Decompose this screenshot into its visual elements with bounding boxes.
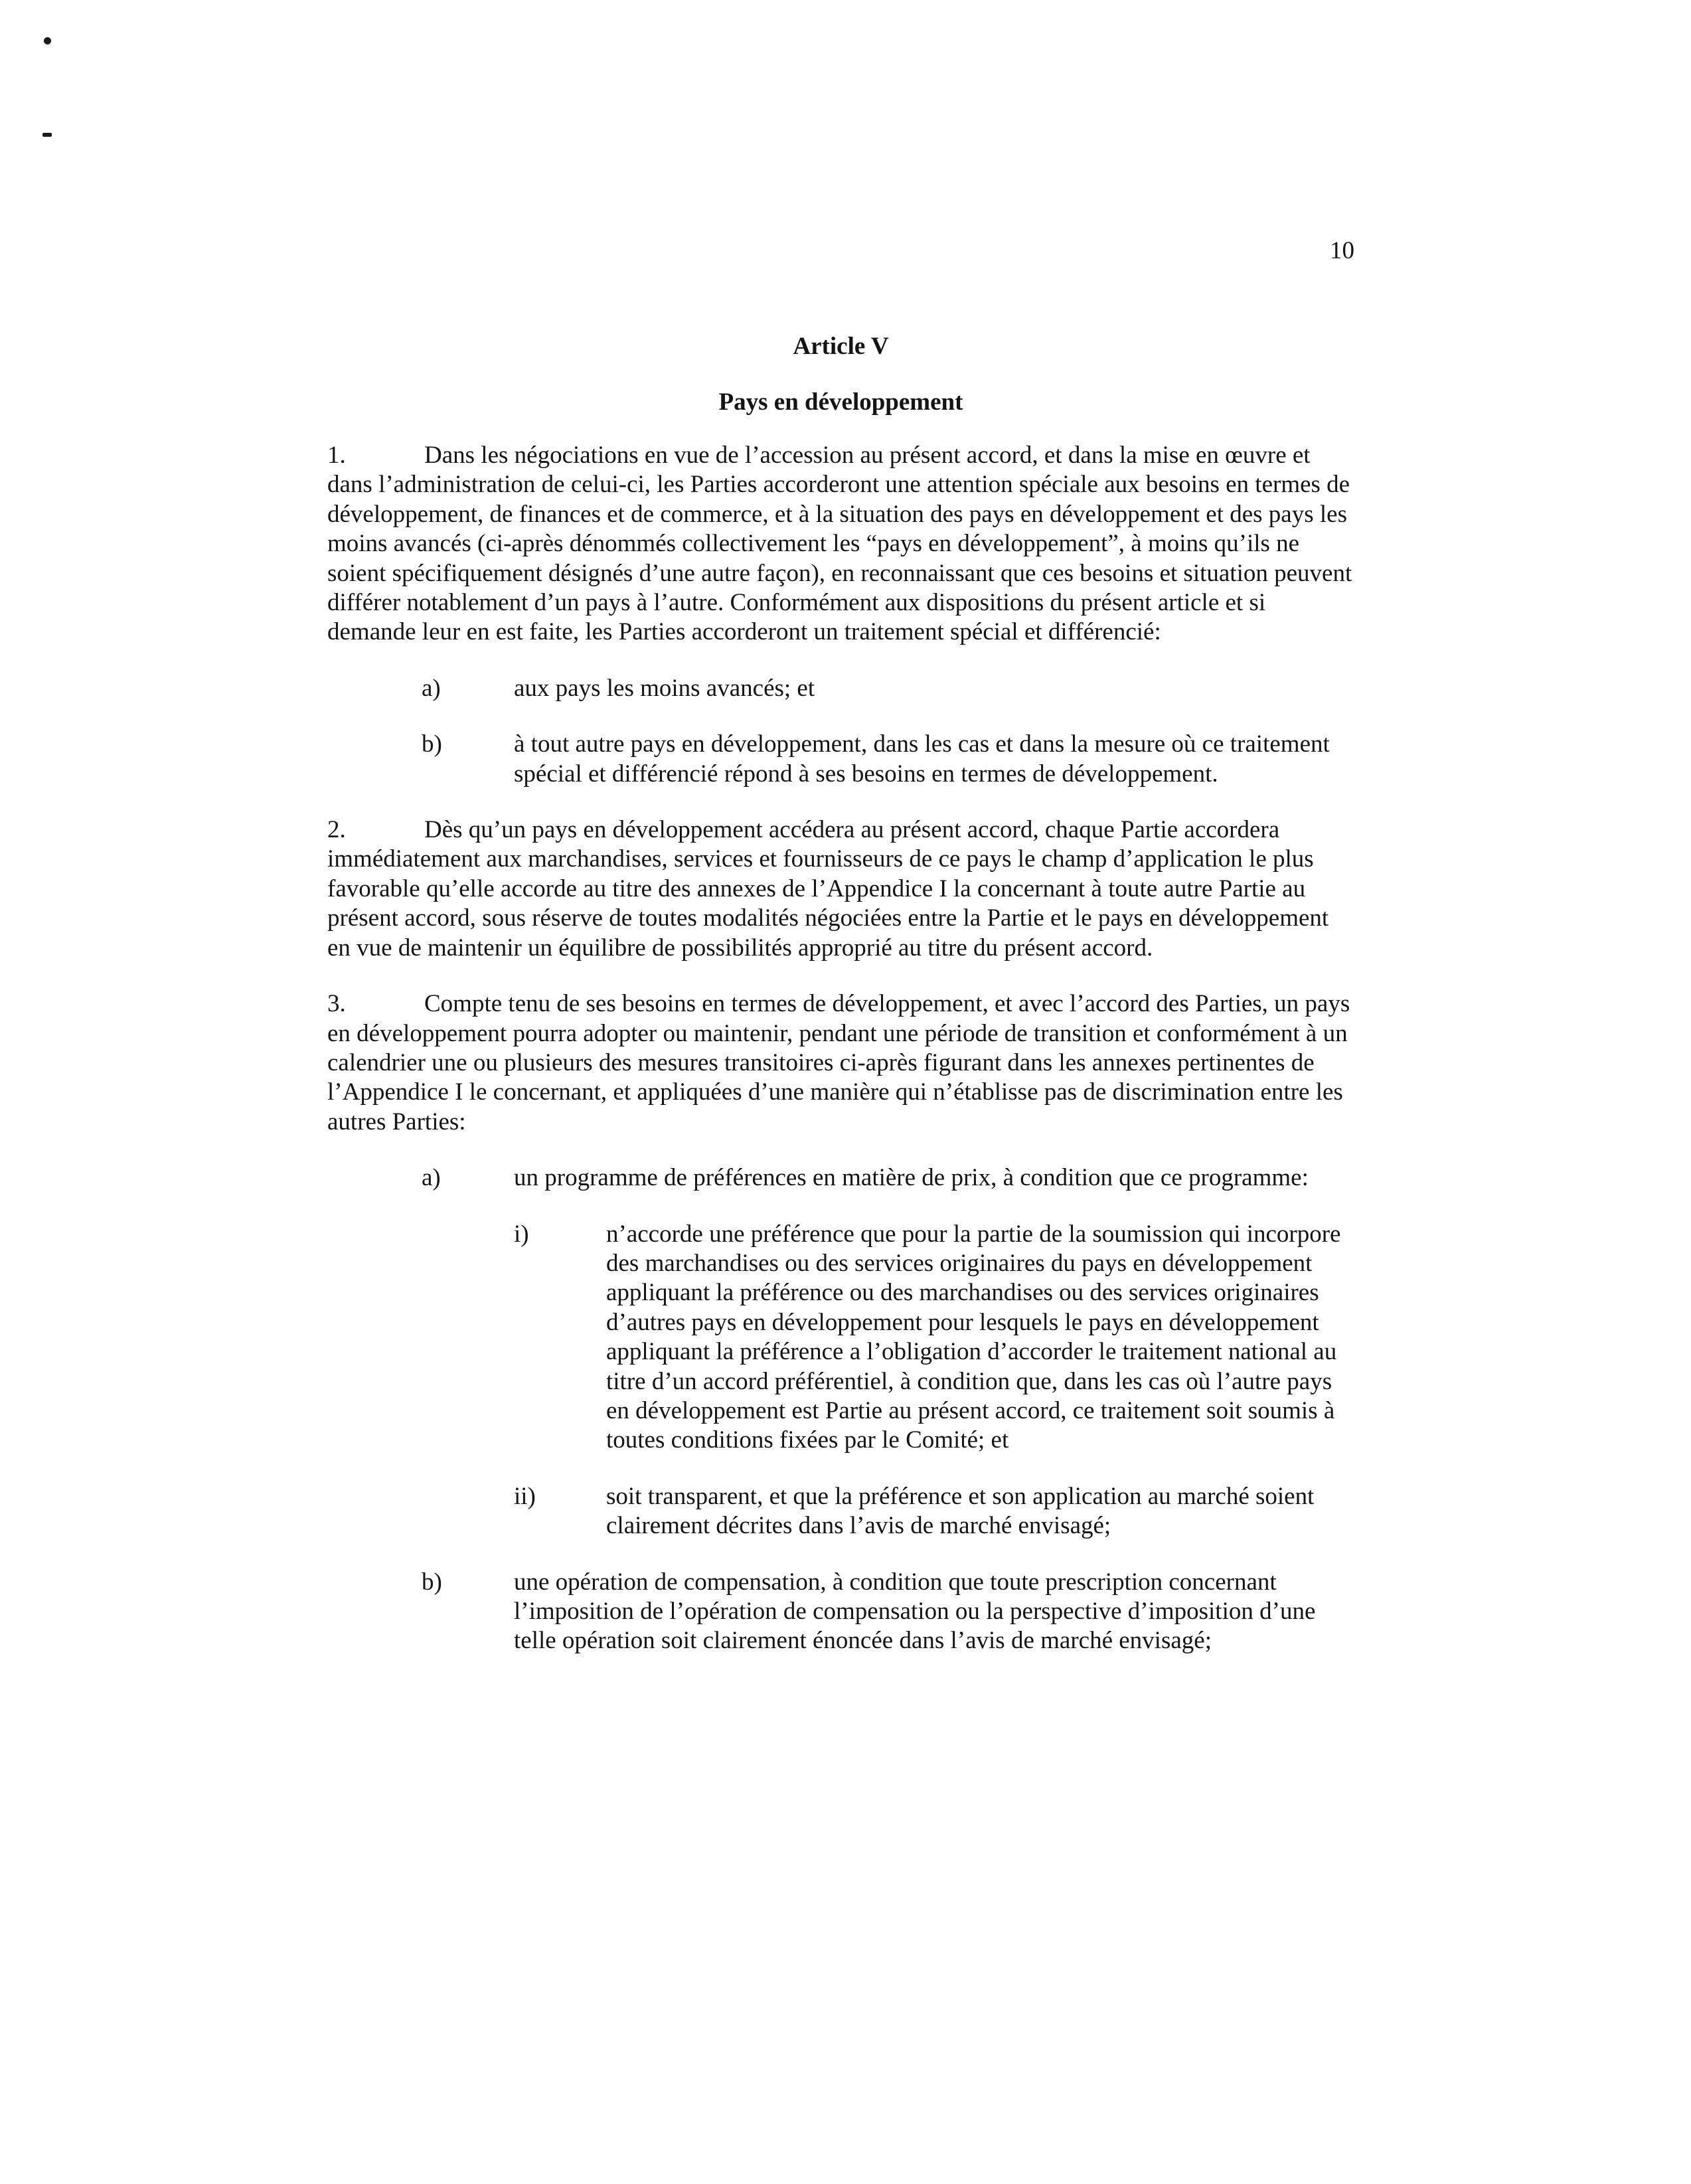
paragraph-2 bbox=[327, 815, 1356, 963]
article-title: Article V bbox=[793, 333, 889, 360]
article-subtitle: Pays en développement bbox=[718, 388, 963, 416]
list-item-a bbox=[327, 674, 1356, 703]
list-item-text: soit transparent, et que la préférence et son application au marché soient clairement décrites dans l’avis de marché envisagé; bbox=[606, 1482, 1315, 1540]
sub-item-ii bbox=[327, 1482, 1356, 1541]
paragraph-text: Dès qu’un pays en développement accédera au présent accord, chaque Partie accordera immédiatement aux marchandises, services et fournisseurs de ce pays le champ d’application le plus favorable qu’elle accorde au titre des annexes de l’Appendice I la concernant à toute autre Partie au présent accord, sous réserve de toutes modalités négociées entre la Partie et le pays en développement en vue de maintenir un équilibre de possibilités approprié au titre du présent accord. bbox=[327, 816, 1329, 962]
list-item-b bbox=[327, 1568, 1356, 1656]
list-item-text: un programme de préférences en matière de prix, à condition que ce programme: bbox=[514, 1164, 1309, 1192]
paragraph-1 bbox=[327, 441, 1356, 647]
scan-mark bbox=[42, 133, 52, 137]
paragraph-text: Dans les négociations en vue de l’accession au présent accord, et dans la mise en œuvre et dans l’administration de celui-ci, les Parties accorderont une attention spéciale aux besoins en termes de développement, de finances et de commerce, et à la situation des pays en développement et des pays les moins avancés (ci-après dénommés collectivement les “pays en développement”, à moins qu’ils ne soient spécifiquement désignés d’une autre façon), en reconnaissant que ces besoins et situation peuvent différer notablement d’un pays à l’autre. Conformément aux dispositions du présent article et si demande leur en est faite, les Parties accorderont un traitement spécial et différencié: bbox=[327, 442, 1352, 646]
paragraph-number: 1. bbox=[327, 442, 346, 469]
paragraph-3 bbox=[327, 989, 1356, 1137]
list-marker: ii) bbox=[514, 1482, 536, 1510]
list-item-text: aux pays les moins avancés; et bbox=[514, 674, 815, 702]
sub-item-i bbox=[327, 1220, 1356, 1456]
list-item-text: à tout autre pays en développement, dans les cas et dans la mesure où ce traitement spécial et différencié répond à ses besoins en termes de développement. bbox=[514, 730, 1330, 788]
list-item-text: n’accorde une préférence que pour la partie de la soumission qui incorpore des marchandises ou des services originaires du pays en développement appliquant la préférence ou des marchandises ou des services originaires d’autres pays en développement pour lesquels le pays en développement appliquant la préférence a l’obligation d’accorder le traitement national au titre d’un accord préférentiel, à condition que, dans les cas où l’autre pays en développement est Partie au présent accord, ce traitement soit soumis à toutes conditions fixées par le Comité; et bbox=[606, 1220, 1341, 1454]
list-marker: a) bbox=[422, 674, 441, 702]
list-item-b bbox=[327, 730, 1356, 789]
paragraph-number: 3. bbox=[327, 990, 346, 1018]
list-item-a bbox=[327, 1163, 1356, 1193]
paragraph-number: 2. bbox=[327, 816, 346, 844]
list-item-text: une opération de compensation, à condition que toute prescription concernant l’imposition de l’opération de compensation ou la perspective d’imposition d’une telle opération soit clairement énoncée dans l’avis de marché envisagé; bbox=[514, 1568, 1316, 1655]
paragraph-text: Compte tenu de ses besoins en termes de développement, et avec l’accord des Parties, un pays en développement pourra adopter ou maintenir, pendant une période de transition et conformément à un calendrier une ou plusieurs des mesures transitoires ci-après figurant dans les annexes pertinentes de l’Appendice I le concernant, et appliquées d’une manière qui n’établisse pas de discrimination entre les autres Parties: bbox=[327, 990, 1350, 1135]
list-marker: a) bbox=[422, 1164, 441, 1192]
page-number: 10 bbox=[1330, 237, 1354, 264]
scan-mark bbox=[44, 37, 51, 44]
list-marker: i) bbox=[514, 1220, 529, 1248]
list-marker: b) bbox=[422, 730, 442, 758]
list-marker: b) bbox=[422, 1568, 442, 1596]
article-body bbox=[327, 441, 1356, 1683]
